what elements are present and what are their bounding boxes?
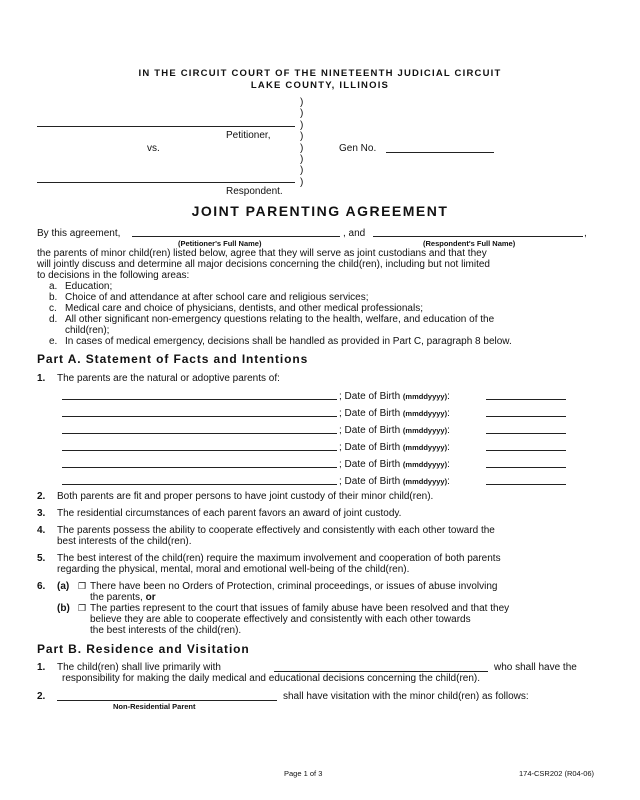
paragraph-number: 2.: [37, 691, 46, 702]
dob-label: ; Date of Birth (mmddyyyy):: [339, 442, 450, 453]
gen-no-label: Gen No.: [339, 143, 377, 154]
respondent-name-field[interactable]: [37, 182, 295, 183]
list-item-letter: b.: [49, 292, 58, 303]
non-residential-parent-field[interactable]: [57, 700, 277, 701]
residential-parent-field[interactable]: [274, 671, 488, 672]
child-dob-field[interactable]: [486, 433, 566, 434]
list-item-letter: e.: [49, 336, 58, 347]
gen-no-field[interactable]: [386, 152, 494, 153]
intro-line-1: the parents of minor child(ren) listed below, agree that they will serve as joint custodians and that they: [37, 248, 487, 259]
petitioner-label: Petitioner,: [226, 130, 271, 141]
intro-line-2: will jointly discuss and determine all major decisions concerning the child(ren), including but not limited: [37, 259, 490, 270]
respondent-label: Respondent.: [226, 186, 283, 197]
child-name-field[interactable]: [62, 467, 337, 468]
petitioner-full-name-caption: (Petitioner's Full Name): [178, 239, 262, 248]
option-a-label: (a): [57, 581, 70, 592]
child-name-field[interactable]: [62, 433, 337, 434]
option-b-line2: believe they are able to cooperate effectively and consistently with each other towards: [90, 614, 471, 625]
page-title: JOINT PARENTING AGREEMENT: [191, 203, 449, 219]
part-b-heading: Part B. Residence and Visitation: [37, 642, 250, 656]
dob-label: ; Date of Birth (mmddyyyy):: [339, 476, 450, 487]
child-name-field[interactable]: [62, 416, 337, 417]
child-name-field[interactable]: [62, 399, 337, 400]
part-b-p1-suffix: who shall have the: [494, 662, 577, 673]
part-b-p1-line2: responsibility for making the daily medical and educational decisions concerning the child(ren).: [62, 673, 481, 684]
child-dob-field[interactable]: [486, 416, 566, 417]
vs-label: vs.: [147, 143, 160, 154]
part-a-p3-text: The residential circumstances of each parent favors an award of joint custody.: [57, 508, 402, 519]
intro-and: , and: [343, 228, 366, 239]
part-a-p5-line2: regarding the physical, mental, moral and emotional well-being of the child(ren).: [57, 564, 410, 575]
respondent-full-name-field[interactable]: [373, 236, 583, 237]
non-residential-parent-caption: Non-Residential Parent: [113, 702, 196, 711]
dob-label: ; Date of Birth (mmddyyyy):: [339, 408, 450, 419]
dob-label: ; Date of Birth (mmddyyyy):: [339, 391, 450, 402]
option-b-line3: the best interests of the child(ren).: [90, 625, 242, 636]
paragraph-number: 6.: [37, 581, 46, 592]
list-item-letter: c.: [49, 303, 57, 314]
part-a-p4-line2: best interests of the child(ren).: [57, 536, 192, 547]
respondent-full-name-caption: (Respondent's Full Name): [423, 239, 516, 248]
intro-by-agreement: By this agreement,: [37, 228, 121, 239]
child-dob-field[interactable]: [486, 467, 566, 468]
form-number: 174-CSR202 (R04-06): [519, 769, 595, 778]
child-dob-field[interactable]: [486, 450, 566, 451]
list-item-letter: a.: [49, 281, 58, 292]
list-item: Choice of and attendance at after school care and religious services;: [65, 292, 369, 303]
paragraph-number: 4.: [37, 525, 46, 536]
child-dob-field[interactable]: [486, 484, 566, 485]
intro-comma: ,: [584, 228, 587, 239]
list-item: child(ren);: [65, 325, 110, 336]
dob-label: ; Date of Birth (mmddyyyy):: [339, 425, 450, 436]
part-b-p2-suffix: shall have visitation with the minor child(ren) as follows:: [283, 691, 529, 702]
option-a-line2: the parents, or: [90, 592, 156, 603]
dob-label: ; Date of Birth (mmddyyyy):: [339, 459, 450, 470]
intro-line-3: to decisions in the following areas:: [37, 270, 190, 281]
court-county-line: LAKE COUNTY, ILLINOIS: [250, 80, 390, 91]
paragraph-number: 5.: [37, 553, 46, 564]
petitioner-name-field[interactable]: [37, 126, 295, 127]
paragraph-number: 2.: [37, 491, 46, 502]
child-dob-field[interactable]: [486, 399, 566, 400]
court-name-line: IN THE CIRCUIT COURT OF THE NINETEENTH JUDICIAL CIRCUIT: [138, 68, 502, 79]
option-a-line1: There have been no Orders of Protection, criminal proceedings, or issues of abuse involving: [90, 581, 498, 592]
part-a-p2-text: Both parents are fit and proper persons to have joint custody of their minor child(ren).: [57, 491, 434, 502]
paragraph-number: 1.: [37, 662, 46, 673]
paragraph-number: 3.: [37, 508, 46, 519]
child-name-field[interactable]: [62, 484, 337, 485]
part-a-p1-text: The parents are the natural or adoptive parents of:: [57, 373, 280, 384]
part-a-p5-line1: The best interest of the child(ren) require the maximum involvement and cooperation of both parents: [57, 553, 501, 564]
option-b-line1: The parties represent to the court that issues of family abuse have been resolved and that they: [90, 603, 510, 614]
paragraph-number: 1.: [37, 373, 46, 384]
part-a-heading: Part A. Statement of Facts and Intentions: [37, 352, 309, 366]
petitioner-full-name-field[interactable]: [132, 236, 340, 237]
option-b-checkbox[interactable]: ❒: [78, 603, 87, 613]
caption-parens: ) ) ) ) ) ) ) ): [300, 97, 304, 188]
page-number: Page 1 of 3: [284, 769, 323, 778]
list-item: In cases of medical emergency, decisions shall be handled as provided in Part C, paragraph 8 below.: [65, 336, 512, 347]
list-item: All other significant non-emergency questions relating to the health, welfare, and education of the: [65, 314, 495, 325]
part-b-p1-prefix: The child(ren) shall live primarily with: [57, 662, 221, 673]
list-item-letter: d.: [49, 314, 58, 325]
part-a-p4-line1: The parents possess the ability to cooperate effectively and consistently with each other toward the: [57, 525, 495, 536]
list-item: Education;: [65, 281, 113, 292]
option-b-label: (b): [57, 603, 70, 614]
child-name-field[interactable]: [62, 450, 337, 451]
list-item: Medical care and choice of physicians, dentists, and other medical professionals;: [65, 303, 423, 314]
option-a-checkbox[interactable]: ❒: [78, 581, 87, 591]
